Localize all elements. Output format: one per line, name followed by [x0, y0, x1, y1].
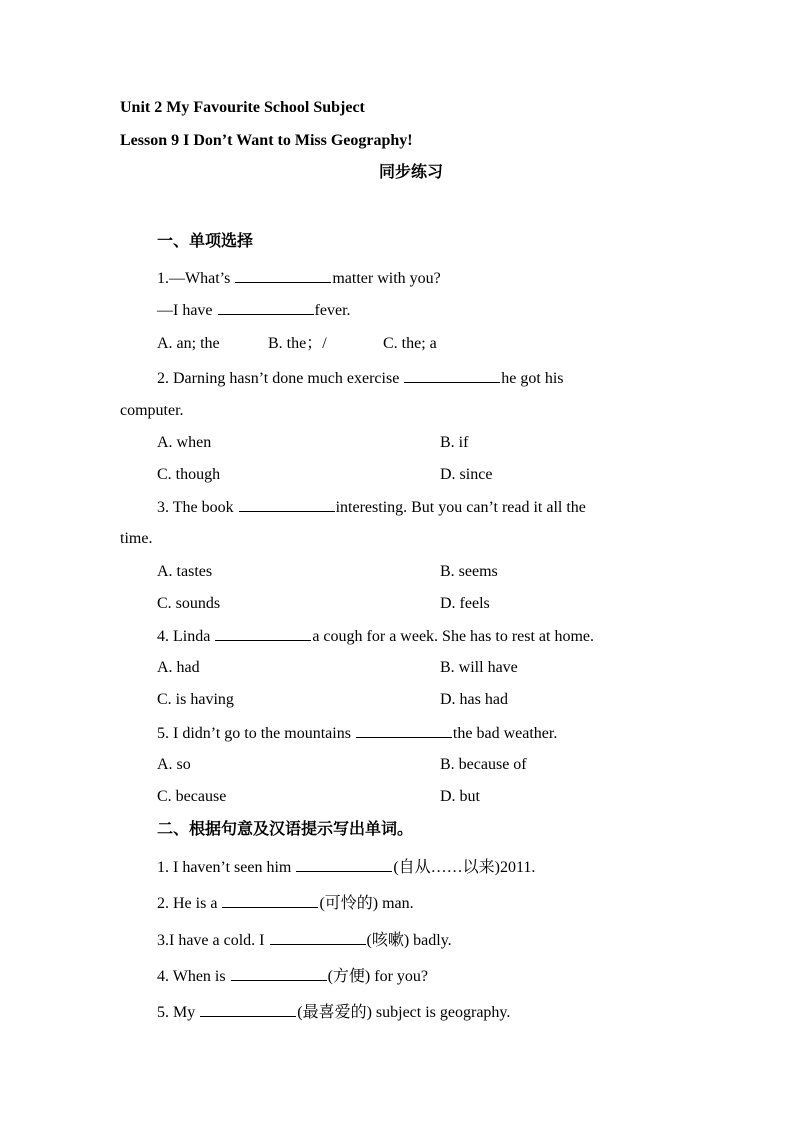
q2-line1	[157, 368, 564, 389]
unit-title: Unit 2 My Favourite School Subject	[120, 99, 365, 116]
q5-line1	[157, 723, 557, 744]
s2-item-3	[157, 930, 452, 951]
q4-option-b: B. will have	[440, 659, 518, 676]
q3-line2: time.	[120, 530, 153, 547]
q3-text-a: 3. The book	[157, 499, 238, 516]
s2-item4-text-b: (方便) for you?	[327, 968, 429, 985]
s2-item-1	[157, 857, 535, 878]
q1-line2	[157, 300, 351, 321]
q2-line2: computer.	[120, 402, 184, 419]
s2-item2-text-a: 2. He is a	[157, 895, 222, 912]
q3-option-c: C. sounds	[157, 595, 221, 612]
q5-option-a: A. so	[157, 756, 191, 773]
q3-option-a: A. tastes	[157, 563, 213, 580]
s2-item3-blank	[270, 930, 366, 945]
q2-text-a: 2. Darning hasn’t done much exercise	[157, 370, 404, 387]
q3-option-d: D. feels	[440, 595, 490, 612]
q3-line1	[157, 497, 586, 518]
q4-option-a: A. had	[157, 659, 200, 676]
q5-option-c: C. because	[157, 788, 227, 805]
s2-item-5	[157, 1002, 510, 1023]
s2-item5-text-a: 5. My	[157, 1004, 200, 1021]
q1-text-d: fever.	[314, 302, 351, 319]
q2-option-d: D. since	[440, 466, 493, 483]
s2-item4-text-a: 4. When is	[157, 968, 230, 985]
q1-option-b: B. the；/	[268, 335, 327, 352]
q4-text-b: a cough for a week. She has to rest at home.	[312, 628, 595, 645]
s2-item3-text-b: (咳嗽) badly.	[366, 932, 452, 949]
s2-item3-text-a: 3.I have a cold. I	[157, 932, 269, 949]
s2-item1-blank	[296, 857, 392, 872]
q4-line1	[157, 626, 594, 647]
q1-line1	[157, 268, 441, 289]
s2-item1-text-a: 1. I haven’t seen him	[157, 859, 296, 876]
q2-option-a: A. when	[157, 434, 212, 451]
q1-blank2	[218, 300, 314, 315]
q3-text-b: interesting. But you can’t read it all the	[335, 499, 586, 516]
s2-item1-text-b: (自从……以来)2011.	[393, 859, 536, 876]
q4-blank	[215, 626, 311, 641]
q4-option-c: C. is having	[157, 691, 234, 708]
q2-option-b: B. if	[440, 434, 469, 451]
section2-title: 二、根据句意及汉语提示写出单词。	[157, 821, 414, 838]
q5-text-a: 5. I didn’t go to the mountains	[157, 725, 355, 742]
s2-item4-blank	[231, 966, 327, 981]
lesson-title: Lesson 9 I Don’t Want to Miss Geography!	[120, 132, 413, 149]
q1-option-a: A. an; the	[157, 335, 220, 352]
q2-text-b: he got his	[501, 370, 564, 387]
q1-blank1	[235, 268, 331, 283]
q5-option-b: B. because of	[440, 756, 527, 773]
q4-option-d: D. has had	[440, 691, 508, 708]
q2-option-c: C. though	[157, 466, 221, 483]
s2-item5-blank	[200, 1002, 296, 1017]
s2-item-2	[157, 893, 414, 914]
page-subtitle: 同步练习	[379, 164, 444, 181]
q1-option-c: C. the; a	[383, 335, 437, 352]
s2-item2-blank	[222, 893, 318, 908]
s2-item-4	[157, 966, 428, 987]
s2-item5-text-b: (最喜爱的) subject is geography.	[297, 1004, 511, 1021]
section1-title: 一、单项选择	[157, 233, 254, 250]
q3-option-b: B. seems	[440, 563, 498, 580]
q5-option-d: D. but	[440, 788, 480, 805]
q5-text-b: the bad weather.	[452, 725, 558, 742]
q5-blank	[356, 723, 452, 738]
s2-item2-text-b: (可怜的) man.	[319, 895, 414, 912]
q1-text-a: 1.—What’s	[157, 270, 235, 287]
q1-text-b: matter with you?	[332, 270, 441, 287]
q2-blank	[404, 368, 500, 383]
q3-blank	[239, 497, 335, 512]
q1-text-c: —I have	[157, 302, 217, 319]
q4-text-a: 4. Linda	[157, 628, 215, 645]
